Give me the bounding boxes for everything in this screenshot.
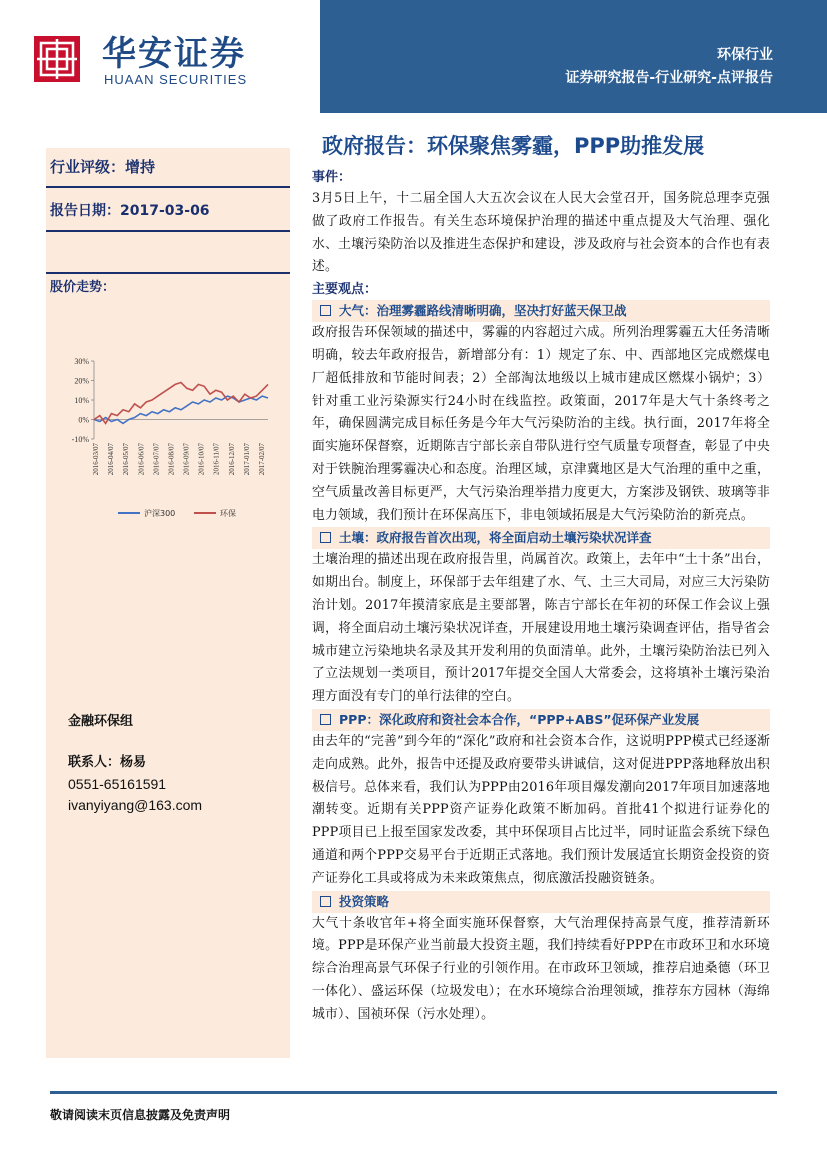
ppp-paragraph: 由去年的“完善”到今年的“深化”政府和社会资本合作，这说明PPP模式已经逐渐走向成熟。此外，报告中还提及政府要带头讲诚信，这对促进PPP落地释放出积极信号。总体来看，我们认为PPP由2016年项目爆发潮向2017年项目加速落地潮转变。近期有关PPP资产证券化政策不断加码。首批41个拟进行证券化的PPP项目已上报至国家发改委，其中环保项目占比过半，同时证监会系统下绿色通道和两个PPP交易平台于近期正式落地。我们预计发展适宜长期资金投资的资产证券化工具或将成为未来政策焦点，彻底激活投融资链条。 [312, 733, 770, 886]
x-tick-label: 2016-03/07 [92, 443, 100, 476]
ppp-heading-text: PPP：深化政府和资社会本合作，“PPP+ABS”促环保产业发展 [339, 711, 700, 727]
y-tick-label: 20% [74, 376, 89, 386]
air-heading-text: 大气：治理雾霾路线清晰明确，坚决打好蓝天保卫战 [339, 303, 627, 319]
invest-paragraph: 大气十条收官年+将全面实施环保督察，大气治理保持高景气度，推荐清新环境。PPP是环保产业当前最大投资主题，我们持续看好PPP在市政环卫和水环境综合治理高景气环保子行业的引领作用。在市政环卫领域，推荐启迪桑德（环卫一体化）、盛运环保（垃圾发电）；在水环境综合治理领域，推荐东方园林（海绵城市）、国祯环保（污水处理）。 [312, 915, 770, 1022]
soil-heading-text: 土壤：政府报告首次出现，将全面启动土壤污染状况详查 [339, 530, 652, 546]
logo-english: HUAAN SECURITIES [104, 72, 248, 87]
x-tick-label: 2016-06/07 [137, 443, 146, 476]
industry-label: 环保行业 [717, 47, 773, 63]
x-tick-label: 2016-12/07 [227, 443, 236, 476]
air-heading [312, 300, 770, 322]
event-label: 事件： [312, 170, 352, 185]
x-tick-label: 2017-02/07 [258, 443, 266, 476]
ppp-heading [312, 709, 770, 731]
invest-heading [312, 891, 770, 913]
main-views-label: 主要观点： [312, 282, 378, 298]
event-paragraph: 3月5日上午，十二届全国人大五次会议在人民大会堂召开，国务院总理李克强做了政府工作报告。有关生态环境保护治理的描述中重点提及大气治理、强化水、土壤污染防治以及推进生态保护和建设，涉及政府与社会资本的合作也有表述。 [312, 191, 770, 275]
x-tick-label: 2017-01/07 [242, 443, 251, 476]
x-tick-label: 2016-04/07 [107, 443, 116, 476]
x-tick-label: 2016-10/07 [197, 443, 206, 476]
trend-divider [46, 272, 290, 274]
checkbox-square-icon [320, 305, 331, 316]
x-tick-label: 2016-08/07 [167, 443, 176, 476]
team-name: 金融环保组 [68, 714, 134, 729]
footer-disclaimer: 敬请阅读末页信息披露及免责声明 [50, 1108, 231, 1122]
report-date: 报告日期：2017-03-06 [50, 203, 210, 219]
main-content [312, 167, 770, 1027]
logo-panel [0, 0, 320, 113]
date-divider [46, 230, 290, 232]
checkbox-square-icon [320, 896, 331, 907]
checkbox-square-icon [320, 714, 331, 725]
x-tick-label: 2016-05/07 [122, 443, 131, 476]
rating-divider [46, 186, 290, 188]
huaan-logo-icon [34, 36, 80, 82]
legend-label: 沪深300 [144, 509, 176, 518]
contact-email: ivanyiyang@163.com [68, 797, 203, 813]
y-tick-label: -10% [71, 435, 89, 444]
price-trend-chart [56, 353, 281, 523]
y-tick-label: 30% [74, 357, 89, 366]
contact-person: 联系人：杨易 [68, 755, 147, 770]
y-tick-label: 0% [78, 415, 89, 425]
legend-label: 环保 [220, 509, 236, 518]
air-paragraph: 政府报告环保领域的描述中，雾霾的内容超过六成。所列治理雾霾五大任务清晰明确，较去年政府报告，新增部分有：1）规定了东、中、西部地区完成燃煤电厂超低排放和节能时间表；2）全部淘汰地级以上城市建成区燃煤小锅炉；3）针对重工业污染源实行24小时在线监控。政策面，2017年是大气十条终考之年，确保圆满完成目标任务是今年大气污染防治的主线。执行面，2017年将全面实施环保督察，近期陈吉宁部长亲自带队进行空气质量专项督查，彰显了中央对于铁腕治理雾霾决心和态度。治理区域，京津冀地区是大气治理的重中之重，空气质量改善目标更严，大气污染治理举措力度更大，方案涉及钢铁、玻璃等非电力领域，我们预计在环保高压下，非电领域拓展是大气污染防治的新亮点。 [312, 325, 770, 523]
sidebar [46, 148, 290, 1058]
series-line-环保 [94, 383, 268, 424]
soil-heading [312, 527, 770, 549]
x-tick-label: 2016-11/07 [212, 443, 221, 476]
soil-paragraph: 土壤治理的描述出现在政府报告里，尚属首次。政策上，去年中“土十条”出台，如期出台。制度上，环保部于去年组建了水、气、土三大司局，对应三大污染防治计划。2017年摸清家底是主要部署，陈吉宁部长在年初的环保工作会议上强调，将全面启动土壤污染状况详查，开展建设用地土壤污染调查评估，指导省会城市建立污染地块名录及其开发利用的负面清单。此外，土壤污染防治法已列入了立法规划一类项目，预计2017年提交全国人大常委会，这将填补土壤污染治理方面没有专门的单行法律的空白。 [312, 552, 770, 705]
report-header [0, 0, 827, 113]
invest-heading-text: 投资策略 [339, 893, 390, 909]
y-tick-label: 10% [74, 396, 89, 405]
price-trend-label: 股价走势： [50, 280, 116, 295]
checkbox-square-icon [320, 532, 331, 543]
footer-divider [50, 1091, 777, 1094]
report-type-label: 证券研究报告-行业研究-点评报告 [565, 70, 773, 86]
x-tick-label: 2016-07/07 [152, 443, 161, 476]
report-title: 政府报告：环保聚焦雾霾，PPP助推发展 [322, 134, 705, 158]
logo-chinese: 华安证券 [102, 34, 246, 74]
industry-rating: 行业评级：增持 [50, 158, 156, 176]
x-tick-label: 2016-09/07 [182, 443, 191, 476]
contact-phone: 0551-65161591 [68, 776, 167, 792]
